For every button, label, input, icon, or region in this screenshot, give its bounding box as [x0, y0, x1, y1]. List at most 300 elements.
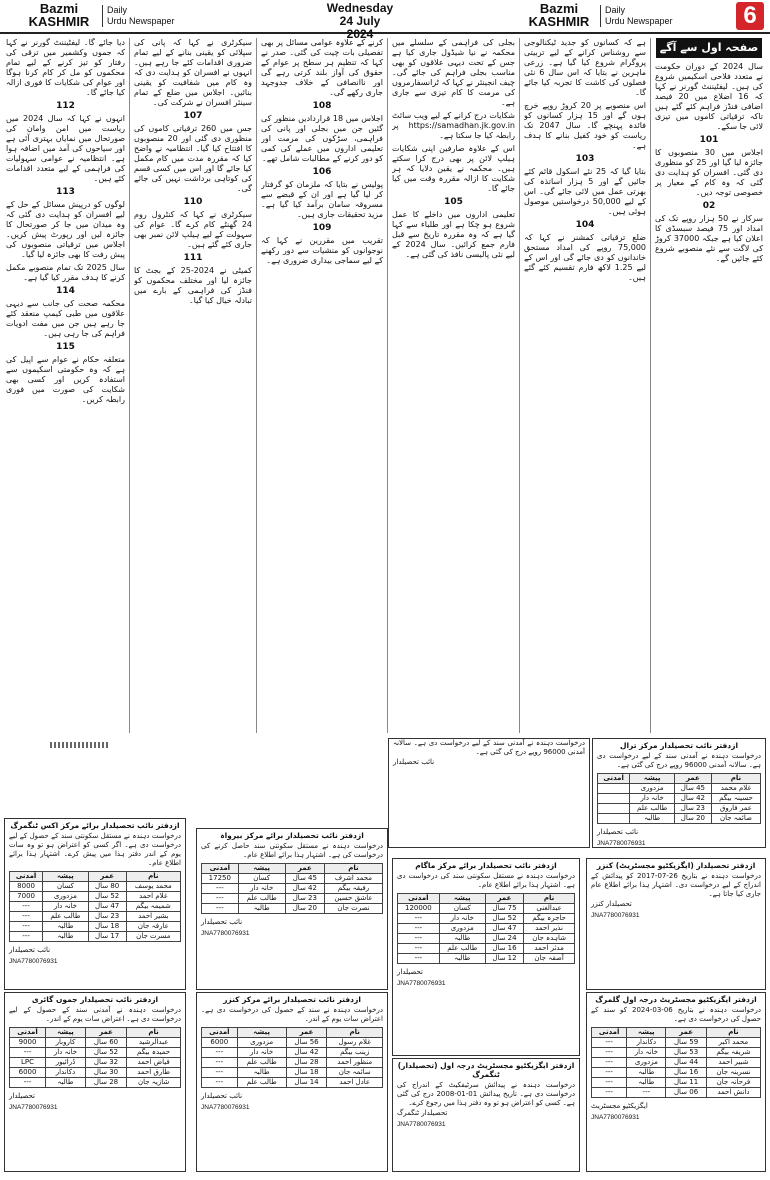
table-cell: ---	[10, 922, 43, 932]
issue-date	[325, 2, 395, 41]
table-cell: 14 سال	[286, 1078, 327, 1088]
notice-signature: نائب تحصیلدار	[201, 918, 243, 926]
table-row	[202, 1078, 383, 1088]
story-number: 111	[183, 253, 203, 263]
table-cell: 42 سال	[286, 1048, 327, 1058]
table-cell: 53 سال	[666, 1048, 706, 1058]
notice-body: درخواست دہندہ نے سند کے حصول کی درخواست دی ہے۔ اعتراض سات یوم کے اندر۔	[201, 1006, 383, 1023]
table-header: عمر	[674, 774, 711, 784]
story-number: 107	[183, 111, 203, 121]
urdu-newspaper-label: Urdu Newspaper	[107, 16, 175, 26]
table-cell: 47 سال	[88, 902, 126, 912]
article-paragraph: لوگوں کو درپیش مسائل کے حل کے لیے افسران کو ہدایت دی گئی کہ وہ میدان میں جا کر صورتحال کا جائزہ لیں اور رپورٹ پیش کریں۔ اجلاس میں ترقیاتی منصوبوں کی پیش رفت کا بھی جائزہ لیا گیا۔	[6, 200, 125, 259]
table-header: نام	[126, 872, 180, 882]
table-cell: ---	[592, 1088, 627, 1098]
brand-logo-left	[20, 2, 98, 28]
article-paragraph: سیکرٹری نے کہا کہ کنٹرول روم 24 گھنٹے کام کرے گا۔ عوام کی سہولت کے لیے ہیلپ لائن نمبر بھی جاری کئے گئے ہیں۔	[134, 210, 252, 249]
notice-title: ازدفتر ایگزیکٹیو مجسٹریٹ درجہ اول (تحصیلدار) ٹنگمرگ	[397, 1061, 575, 1079]
story-number: 101	[699, 135, 719, 145]
table-cell: شاہدہ جان	[524, 934, 575, 944]
table-cell: 42 سال	[674, 794, 711, 804]
article-paragraph: اجلاس میں 18 قراردادیں منظور کی گئیں جن میں بجلی اور پانی کی فراہمی، سڑکوں کی مرمت اور تعلیمی اداروں میں عملے کی کمی کو دور کرنے کے مطالبات شامل تھے۔	[261, 114, 383, 163]
table-cell: ---	[202, 1058, 238, 1068]
table-row	[598, 804, 761, 814]
table-header: آمدنی	[10, 1028, 46, 1038]
weekday: Wednesday	[326, 1, 394, 15]
notice-ad-wide	[388, 738, 590, 848]
table-header: نام	[524, 894, 575, 904]
notice-body: درخواست دہندہ نے آمدنی سند کے لیے درخواست دی ہے۔ سالانہ آمدنی 96000 روپے درج کی گئی ہے۔	[597, 752, 761, 769]
table-cell: 12 سال	[485, 954, 523, 964]
table-cell: 120000	[398, 904, 440, 914]
table-row	[592, 1038, 761, 1048]
brand-name-bottom: KASHMIR	[528, 14, 590, 29]
table-header: آمدنی	[592, 1028, 627, 1038]
notice-ad	[4, 992, 186, 1172]
table-header: عمر	[285, 864, 324, 874]
brand-tagline-left	[102, 5, 175, 27]
table-cell: 52 سال	[88, 892, 126, 902]
table-cell: نذیر احمد	[524, 924, 575, 934]
table-row	[202, 884, 383, 894]
table-cell: طالب علم	[43, 912, 89, 922]
column-rule	[650, 38, 651, 733]
table-cell: ---	[592, 1038, 627, 1048]
table-row	[10, 1078, 181, 1088]
table-cell: 16 سال	[666, 1068, 706, 1078]
table-cell: خانہ دار	[630, 794, 674, 804]
article-paragraph: سرکار نے 50 ہزار روپے تک کی امداد اور 75 فیصد سبسڈی کا اعلان کیا ہے جبکہ 37000 کروڑ کی لاگت سے نئے منصوبے شروع کئے جائیں گے۔	[655, 214, 763, 263]
table-header: عمر	[286, 1028, 327, 1038]
article-paragraph: دیا جائے گا۔ لیفٹیننٹ گورنر نے کہا کہ جموں وکشمیر میں ترقی کی رفتار کو تیز کرنے کے لیے تمام محکموں کو مل کر کام کرنا ہوگا اور عوام کی شکایات کا فوری ازالہ کیا جائے گا۔	[6, 38, 125, 97]
date: 24 July 2024	[339, 14, 381, 41]
story-number: 113	[56, 187, 75, 197]
article-paragraph: متعلقہ حکام نے عوام سے اپیل کی ہے کہ وہ حکومتی اسکیموں سے استفادہ کریں اور کسی بھی شکایت کی صورت میں فوری رابطہ کریں۔	[6, 355, 125, 404]
table-cell: عبدالغنی	[524, 904, 575, 914]
brand-name-top: Bazmi	[539, 1, 579, 16]
table-cell: عبدالرشید	[127, 1038, 181, 1048]
table-row	[10, 1068, 181, 1078]
notice-signature: تحصیلدار	[9, 1092, 35, 1100]
notice-table	[201, 863, 383, 914]
table-cell: خانہ دار	[627, 1048, 666, 1058]
masthead	[0, 0, 770, 41]
table-cell: دکاندار	[46, 1068, 86, 1078]
table-cell: 47 سال	[485, 924, 523, 934]
table-cell: حسینہ بیگم	[711, 794, 760, 804]
table-header: پیشہ	[627, 1028, 666, 1038]
table-cell: طالبہ	[43, 932, 89, 942]
table-cell: ---	[592, 1058, 627, 1068]
article-column-5	[134, 38, 252, 733]
notice-ad	[392, 858, 580, 1056]
table-cell: آصفہ جان	[524, 954, 575, 964]
table-cell: منظور احمد	[327, 1058, 383, 1068]
notice-title: ازدفتر نائب تحصیلدار برائے مرکز اکس ٹنگمرگ	[10, 821, 180, 830]
table-cell: 8000	[10, 882, 43, 892]
table-cell: 30 سال	[85, 1068, 126, 1078]
notice-signature: تحصیلدار	[397, 968, 423, 976]
notice-code: JNA7780076931	[591, 912, 640, 919]
table-cell: ---	[592, 1048, 627, 1058]
notice-table	[597, 773, 761, 824]
table-cell: غلام احمد	[126, 892, 180, 902]
article-paragraph: ضلع ترقیاتی کمشنر نے کہا کہ 75,000 روپے کی امداد مستحق خاندانوں کو دی جائے گی اور اس کے لیے 1.25 لاکھ فارم تقسیم کئے گئے ہیں۔	[524, 233, 646, 282]
table-cell: کسان	[43, 882, 89, 892]
table-cell: 28 سال	[85, 1078, 126, 1088]
story-number: 108	[312, 101, 332, 111]
table-row	[598, 814, 761, 824]
table-cell: 23 سال	[674, 804, 711, 814]
table-header: عمر	[666, 1028, 706, 1038]
table-cell: ---	[202, 1068, 238, 1078]
table-header: آمدنی	[598, 774, 630, 784]
table-row	[202, 904, 383, 914]
table-row	[398, 924, 575, 934]
notice-title: ازدفتر تحصیلدار (ایگزیکٹیو مجسٹریٹ) کنزر	[596, 861, 756, 870]
table-cell: مزدوری	[439, 924, 485, 934]
table-cell: نصرت جان	[324, 904, 382, 914]
column-rule	[387, 38, 388, 733]
table-cell: طالب علم	[237, 1078, 286, 1088]
story-number: 109	[312, 223, 332, 233]
notice-ad	[196, 992, 388, 1172]
article-paragraph: محکمہ صحت کی جانب سے دیہی علاقوں میں طبی کیمپ منعقد کئے جا رہے ہیں جن میں مفت ادویات فراہم کی جا رہی ہیں۔	[6, 299, 125, 338]
table-cell: خانہ دار	[238, 884, 285, 894]
table-row	[10, 1058, 181, 1068]
table-cell: 59 سال	[666, 1038, 706, 1048]
table-cell: 17250	[202, 874, 239, 884]
table-cell: 23 سال	[88, 912, 126, 922]
table-row	[598, 784, 761, 794]
table-cell: 45 سال	[674, 784, 711, 794]
brand-logo-right	[520, 2, 598, 28]
table-cell: ---	[398, 934, 440, 944]
article-paragraph: جس میں 260 ترقیاتی کاموں کی منظوری دی گئی اور 20 منصوبوں کا افتتاح کیا گیا۔ انتظامیہ نے واضح کیا کہ مقررہ مدت میں کام مکمل کیا جائے گا اور اس میں کسی قسم کی کوتاہی برداشت نہیں کی جائے گی۔	[134, 124, 252, 193]
notice-code: JNA7780076931	[201, 1104, 250, 1111]
table-row	[592, 1058, 761, 1068]
table-cell: حاجرہ بیگم	[524, 914, 575, 924]
story-number: 103	[575, 154, 595, 164]
table-header: نام	[327, 1028, 383, 1038]
table-cell: 80 سال	[88, 882, 126, 892]
story-number: 106	[312, 167, 332, 177]
notice-table	[9, 871, 181, 942]
notice-body: درخواست دہندہ نے مستقل سکونتی سند حاصل کرنے کی درخواست کی ہے۔ اشتہار ہذا برائے اطلاع عام۔	[201, 842, 383, 859]
table-cell: خانہ دار	[439, 914, 485, 924]
notice-code: JNA7780076931	[397, 980, 446, 987]
notice-code: JNA7780076931	[397, 1121, 446, 1128]
table-cell: مدثر احمد	[524, 944, 575, 954]
story-number: 104	[575, 220, 595, 230]
notice-signature: نائب تحصیلدار	[9, 946, 51, 954]
table-cell: 6000	[202, 1038, 238, 1048]
table-cell: 75 سال	[485, 904, 523, 914]
table-cell: محمد یوسف	[126, 882, 180, 892]
table-cell: ---	[202, 1078, 238, 1088]
table-cell: حمیدہ بیگم	[127, 1048, 181, 1058]
notice-signature: نائب تحصیلدار	[393, 758, 435, 766]
table-header: آمدنی	[202, 1028, 238, 1038]
table-cell: 28 سال	[286, 1058, 327, 1068]
table-cell: طارق احمد	[127, 1068, 181, 1078]
table-header: پیشہ	[237, 1028, 286, 1038]
table-cell: دانش احمد	[706, 1088, 760, 1098]
table-cell: 16 سال	[485, 944, 523, 954]
table-cell: ---	[10, 912, 43, 922]
table-row	[202, 1048, 383, 1058]
column-rule	[129, 38, 130, 733]
table-row	[592, 1048, 761, 1058]
table-cell: طالب علم	[439, 944, 485, 954]
table-cell: 6000	[10, 1068, 46, 1078]
notice-body: درخواست دہندہ نے آمدنی سند کے لیے درخواست دی ہے۔ سالانہ آمدنی 96000 روپے درج کی گئی ہے۔	[393, 739, 585, 756]
table-row	[10, 922, 181, 932]
table-row	[10, 1048, 181, 1058]
notice-signature: ایگزیکٹیو مجسٹریٹ	[591, 1102, 648, 1110]
table-cell: 56 سال	[286, 1038, 327, 1048]
table-cell: مزدوری	[237, 1038, 286, 1048]
daily-label: Daily	[107, 5, 128, 15]
table-cell: ---	[10, 1048, 46, 1058]
article-column-3	[392, 38, 515, 733]
table-cell	[598, 784, 630, 794]
article-paragraph: کرنے کے علاوہ عوامی مسائل پر بھی تفصیلی بات چیت کی گئی۔ صدر نے کہا کہ تنظیم ہر سطح پر عوام کے حقوق کی آواز بلند کرتی رہے گی اور ناانصافی کے خلاف جدوجہد جاری رکھے گی۔	[261, 38, 383, 97]
table-cell: دکاندار	[627, 1038, 666, 1048]
story-number: 112	[56, 101, 75, 111]
notice-title: ازدفتر ایگزیکٹیو مجسٹریٹ درجہ اول گلمرگ	[595, 995, 757, 1004]
table-row	[202, 894, 383, 904]
table-cell: شبیر احمد	[706, 1058, 760, 1068]
table-cell: عمر فاروق	[711, 804, 760, 814]
notice-table	[397, 893, 575, 964]
table-cell: ---	[398, 944, 440, 954]
table-cell: ---	[10, 932, 43, 942]
table-cell: محمد اکبر	[706, 1038, 760, 1048]
notice-ad	[586, 992, 766, 1172]
table-cell: طالب علم	[238, 894, 285, 904]
notice-ad	[392, 1058, 580, 1172]
story-number: 114	[56, 286, 75, 296]
column-rule	[256, 38, 257, 733]
table-cell: غلام رسول	[327, 1038, 383, 1048]
notice-body: درخواست دہندہ نے مستقل سکونتی سند کی درخواست دی ہے۔ اشتہار ہذا برائے اطلاع عام۔	[397, 872, 575, 889]
table-header: پیشہ	[43, 872, 89, 882]
table-cell: ---	[592, 1078, 627, 1088]
notice-code: JNA7780076931	[597, 840, 646, 847]
table-cell: غلام محمد	[711, 784, 760, 794]
table-header: عمر	[85, 1028, 126, 1038]
table-row	[398, 904, 575, 914]
table-cell: ---	[398, 914, 440, 924]
table-header: آمدنی	[10, 872, 43, 882]
table-cell: طالب علم	[237, 1058, 286, 1068]
table-row	[202, 874, 383, 884]
notice-title: ازدفتر نائب تحصیلدار جموں گائری	[31, 995, 159, 1004]
notice-signature: نائب تحصیلدار	[201, 1092, 243, 1100]
notice-ad	[592, 738, 766, 848]
table-cell: 11 سال	[666, 1078, 706, 1088]
article-paragraph: کمیٹی نے 2024-25 کے بجٹ کا جائزہ لیا اور مختلف محکموں کو فنڈز کی فراہمی کے بارے میں تبادلہ خیال کیا گیا۔	[134, 266, 252, 305]
table-header: آمدنی	[202, 864, 239, 874]
notice-body: درخواست دہندہ نے بتاریخ 06-03-2024 کو سند کے حصول کی درخواست دی ہے۔	[591, 1006, 761, 1023]
table-cell: 24 سال	[485, 934, 523, 944]
table-row	[202, 1058, 383, 1068]
table-row	[10, 912, 181, 922]
table-cell: مزدوری	[627, 1058, 666, 1068]
table-cell: عادل احمد	[327, 1078, 383, 1088]
notice-code: JNA7780076931	[591, 1114, 640, 1121]
story-number: 02	[702, 201, 716, 211]
table-header: آمدنی	[398, 894, 440, 904]
table-cell: طالبہ	[627, 1068, 666, 1078]
article-paragraph: بتایا گیا کہ 25 نئے اسکول قائم کئے جائیں گے اور 5 ہزار اساتذہ کی بھرتی عمل میں لائی جائے گی۔ اس کے لیے 50,000 درخواستیں موصول ہوئی ہیں۔	[524, 167, 646, 216]
column-end-marker	[50, 742, 110, 748]
article-paragraph: اجلاس میں 30 منصوبوں کا جائزہ لیا گیا اور 25 کو منظوری دی گئی۔ افسران کو ہدایت دی گئی کہ وہ کام کے معیار پر خصوصی توجہ دیں۔	[655, 148, 763, 197]
table-cell: 45 سال	[285, 874, 324, 884]
table-cell: 42 سال	[285, 884, 324, 894]
table-row	[592, 1068, 761, 1078]
table-cell: ---	[10, 1078, 46, 1088]
table-cell: 17 سال	[88, 932, 126, 942]
table-cell: صائمہ جان	[711, 814, 760, 824]
table-cell: ---	[398, 954, 440, 964]
table-cell: 52 سال	[485, 914, 523, 924]
column-rule	[519, 38, 520, 733]
table-cell: شمیمہ بیگم	[126, 902, 180, 912]
article-paragraph: اس منصوبے پر 20 کروڑ روپے خرچ ہوں گے اور 15 ہزار کسانوں کو فائدہ پہنچے گا۔ سال 2047 تک ریاست کو خود کفیل بنانے کا ہدف ہے۔	[524, 101, 646, 150]
table-header: نام	[324, 864, 382, 874]
article-paragraph: انہوں نے کہا کہ سال 2024 میں ریاست میں امن وامان کی صورتحال میں نمایاں بہتری آئی ہے اور سیاحوں کی آمد میں اضافہ ہوا ہے۔ انتظامیہ نے عوامی سہولیات کی فراہمی کے لیے متعدد اقدامات کئے ہیں۔	[6, 114, 125, 183]
table-header: پیشہ	[630, 774, 674, 784]
table-header: عمر	[485, 894, 523, 904]
table-cell: فرحانہ جان	[706, 1078, 760, 1088]
table-cell: مزدوری	[43, 892, 89, 902]
notice-signature: تحصیلدار ٹنگمرگ	[397, 1109, 448, 1117]
article-paragraph: شکایات درج کرانے کے لیے ویب سائٹ https://samadhan.jk.gov.in پر رابطہ کیا جا سکتا ہے۔	[392, 111, 515, 140]
table-row	[10, 932, 181, 942]
table-cell: ---	[627, 1088, 666, 1098]
table-cell: بشیر احمد	[126, 912, 180, 922]
table-header: پیشہ	[238, 864, 285, 874]
table-cell: LPC	[10, 1058, 46, 1068]
table-row	[398, 934, 575, 944]
table-row	[10, 882, 181, 892]
table-cell: 60 سال	[85, 1038, 126, 1048]
table-header: نام	[706, 1028, 760, 1038]
table-row	[202, 1038, 383, 1048]
page-number-badge: 6	[736, 2, 764, 30]
table-row	[592, 1078, 761, 1088]
notice-code: JNA7780076931	[9, 958, 58, 965]
notice-table	[9, 1027, 181, 1088]
table-row	[592, 1088, 761, 1098]
table-cell: رفیقہ بیگم	[324, 884, 382, 894]
notice-title: ازدفتر نائب تحصیلدار مرکز ترال	[619, 741, 739, 750]
table-cell	[598, 804, 630, 814]
table-cell: ڈرائیور	[46, 1058, 86, 1068]
table-cell: ---	[398, 924, 440, 934]
table-cell: کسان	[439, 904, 485, 914]
table-cell: 9000	[10, 1038, 46, 1048]
table-cell: ---	[202, 1048, 238, 1058]
notice-body: درخواست دہندہ نے مستقل سکونتی سند کے حصول کے لیے درخواست دی ہے۔ اگر کسی کو اعتراض ہو تو وہ سات یوم کے اندر دفتر ہذا میں پیش کرے۔ اشتہار ہذا برائے اطلاع عام۔	[9, 832, 181, 867]
article-column-6	[6, 38, 125, 733]
notice-table	[591, 1027, 761, 1098]
table-cell: شازیہ جان	[127, 1078, 181, 1088]
story-number: 115	[56, 342, 75, 352]
urdu-newspaper-label: Urdu Newspaper	[605, 16, 673, 26]
table-cell	[598, 814, 630, 824]
article-paragraph: سال 2025 تک تمام منصوبے مکمل کرنے کا ہدف مقرر کیا گیا ہے۔	[6, 263, 125, 282]
table-row	[398, 944, 575, 954]
table-cell: طالبہ	[238, 904, 285, 914]
table-header: نام	[711, 774, 760, 784]
table-cell: طالبہ	[46, 1078, 86, 1088]
table-cell: 18 سال	[286, 1068, 327, 1078]
notice-ad	[196, 828, 388, 990]
table-cell: طالبہ	[439, 954, 485, 964]
table-cell: ---	[202, 884, 239, 894]
article-paragraph: تقریب میں مقررین نے کہا کہ نوجوانوں کو منشیات سے دور رکھنے کے لیے سماجی بیداری ضروری ہے۔	[261, 236, 383, 265]
table-cell: مزدوری	[630, 784, 674, 794]
table-cell: 7000	[10, 892, 43, 902]
table-row	[398, 954, 575, 964]
table-row	[10, 892, 181, 902]
notice-table	[201, 1027, 383, 1088]
article-paragraph: ہے کہ کسانوں کو جدید ٹیکنالوجی سے روشناس کرانے کے لیے تربیتی پروگرام شروع کیا گیا ہے۔ زرعی ماہرین نے بتایا کہ اس سال 6 نئی فصلوں کی کاشت کا تجربہ کیا جائے گا۔	[524, 38, 646, 97]
table-cell: محمد اشرف	[324, 874, 382, 884]
table-row	[202, 1068, 383, 1078]
article-paragraph: پولیس نے بتایا کہ ملزمان کو گرفتار کر لیا گیا ہے اور ان کے قبضے سے مسروقہ سامان برآمد کیا گیا ہے۔ مزید تحقیقات جاری ہیں۔	[261, 180, 383, 219]
table-cell: طالبہ	[627, 1078, 666, 1088]
table-cell: زینب بیگم	[327, 1048, 383, 1058]
notice-signature: تحصیلدار کنزر	[591, 900, 632, 908]
article-column-2	[524, 38, 646, 733]
table-cell	[598, 794, 630, 804]
notice-title: ازدفتر نائب تحصیلدار برائے مرکز ماگام	[415, 861, 557, 870]
table-cell: 06 سال	[666, 1088, 706, 1098]
table-row	[398, 914, 575, 924]
notice-body: درخواست دہندہ نے بتاریخ 26-07-2017 کو پیدائش کے اندراج کے لیے درخواست دی۔ اشتہار ہذا برائے اطلاع عام جاری کیا جاتا ہے۔	[591, 872, 761, 898]
brand-name-bottom: KASHMIR	[28, 14, 90, 29]
table-cell: ---	[592, 1068, 627, 1078]
article-column-1	[655, 62, 763, 733]
table-cell: طالبہ	[237, 1068, 286, 1078]
table-cell: فیاض احمد	[127, 1058, 181, 1068]
article-paragraph: تعلیمی اداروں میں داخلے کا عمل شروع ہو چکا ہے اور طلباء سے کہا گیا ہے کہ وہ مقررہ تاریخ سے قبل فارم جمع کرائیں۔ سال 2024 کے لیے نئی پالیسی نافذ کی گئی ہے۔	[392, 210, 515, 259]
article-paragraph: بجلی کی فراہمی کے سلسلے میں محکمہ نے نیا شیڈول جاری کیا ہے جس کے تحت دیہی علاقوں کو بھی مناسب بجلی فراہم کی جائے گی۔ چیف انجینئر نے کہا کہ ٹرانسفارمروں کی مرمت کا کام تیزی سے جاری ہے۔	[392, 38, 515, 107]
table-cell: 18 سال	[88, 922, 126, 932]
table-cell: 20 سال	[285, 904, 324, 914]
story-number: 110	[183, 197, 203, 207]
table-cell: ---	[202, 894, 239, 904]
article-column-4	[261, 38, 383, 733]
table-cell: عارفہ جان	[126, 922, 180, 932]
notice-code: JNA7780076931	[201, 930, 250, 937]
notice-ad	[586, 858, 766, 990]
table-row	[10, 902, 181, 912]
notice-body: درخواست دہندہ نے آمدنی سند کے حصول کے لیے درخواست دی ہے۔ اعتراض سات یوم کے اندر۔	[9, 1006, 181, 1023]
notice-signature: نائب تحصیلدار	[597, 828, 639, 836]
brand-name-top: Bazmi	[39, 1, 79, 16]
table-cell: طالبہ	[43, 922, 89, 932]
table-cell: شریفہ بیگم	[706, 1048, 760, 1058]
notice-title: ازدفتر نائب تحصیلدار برائے مرکز بیرواہ	[220, 831, 364, 840]
table-row	[598, 794, 761, 804]
article-paragraph: سیکرٹری نے کہا کہ پانی کی سپلائی کو یقینی بنانے کے لیے تمام ضروری اقدامات کئے جا رہے ہیں۔ انہوں نے افسران کو ہدایت دی کہ وہ کام میں شفافیت کو یقینی بنائیں۔ اجلاس میں ضلع کے تمام سینئر افسران نے شرکت کی۔	[134, 38, 252, 107]
table-cell: کاروبار	[46, 1038, 86, 1048]
